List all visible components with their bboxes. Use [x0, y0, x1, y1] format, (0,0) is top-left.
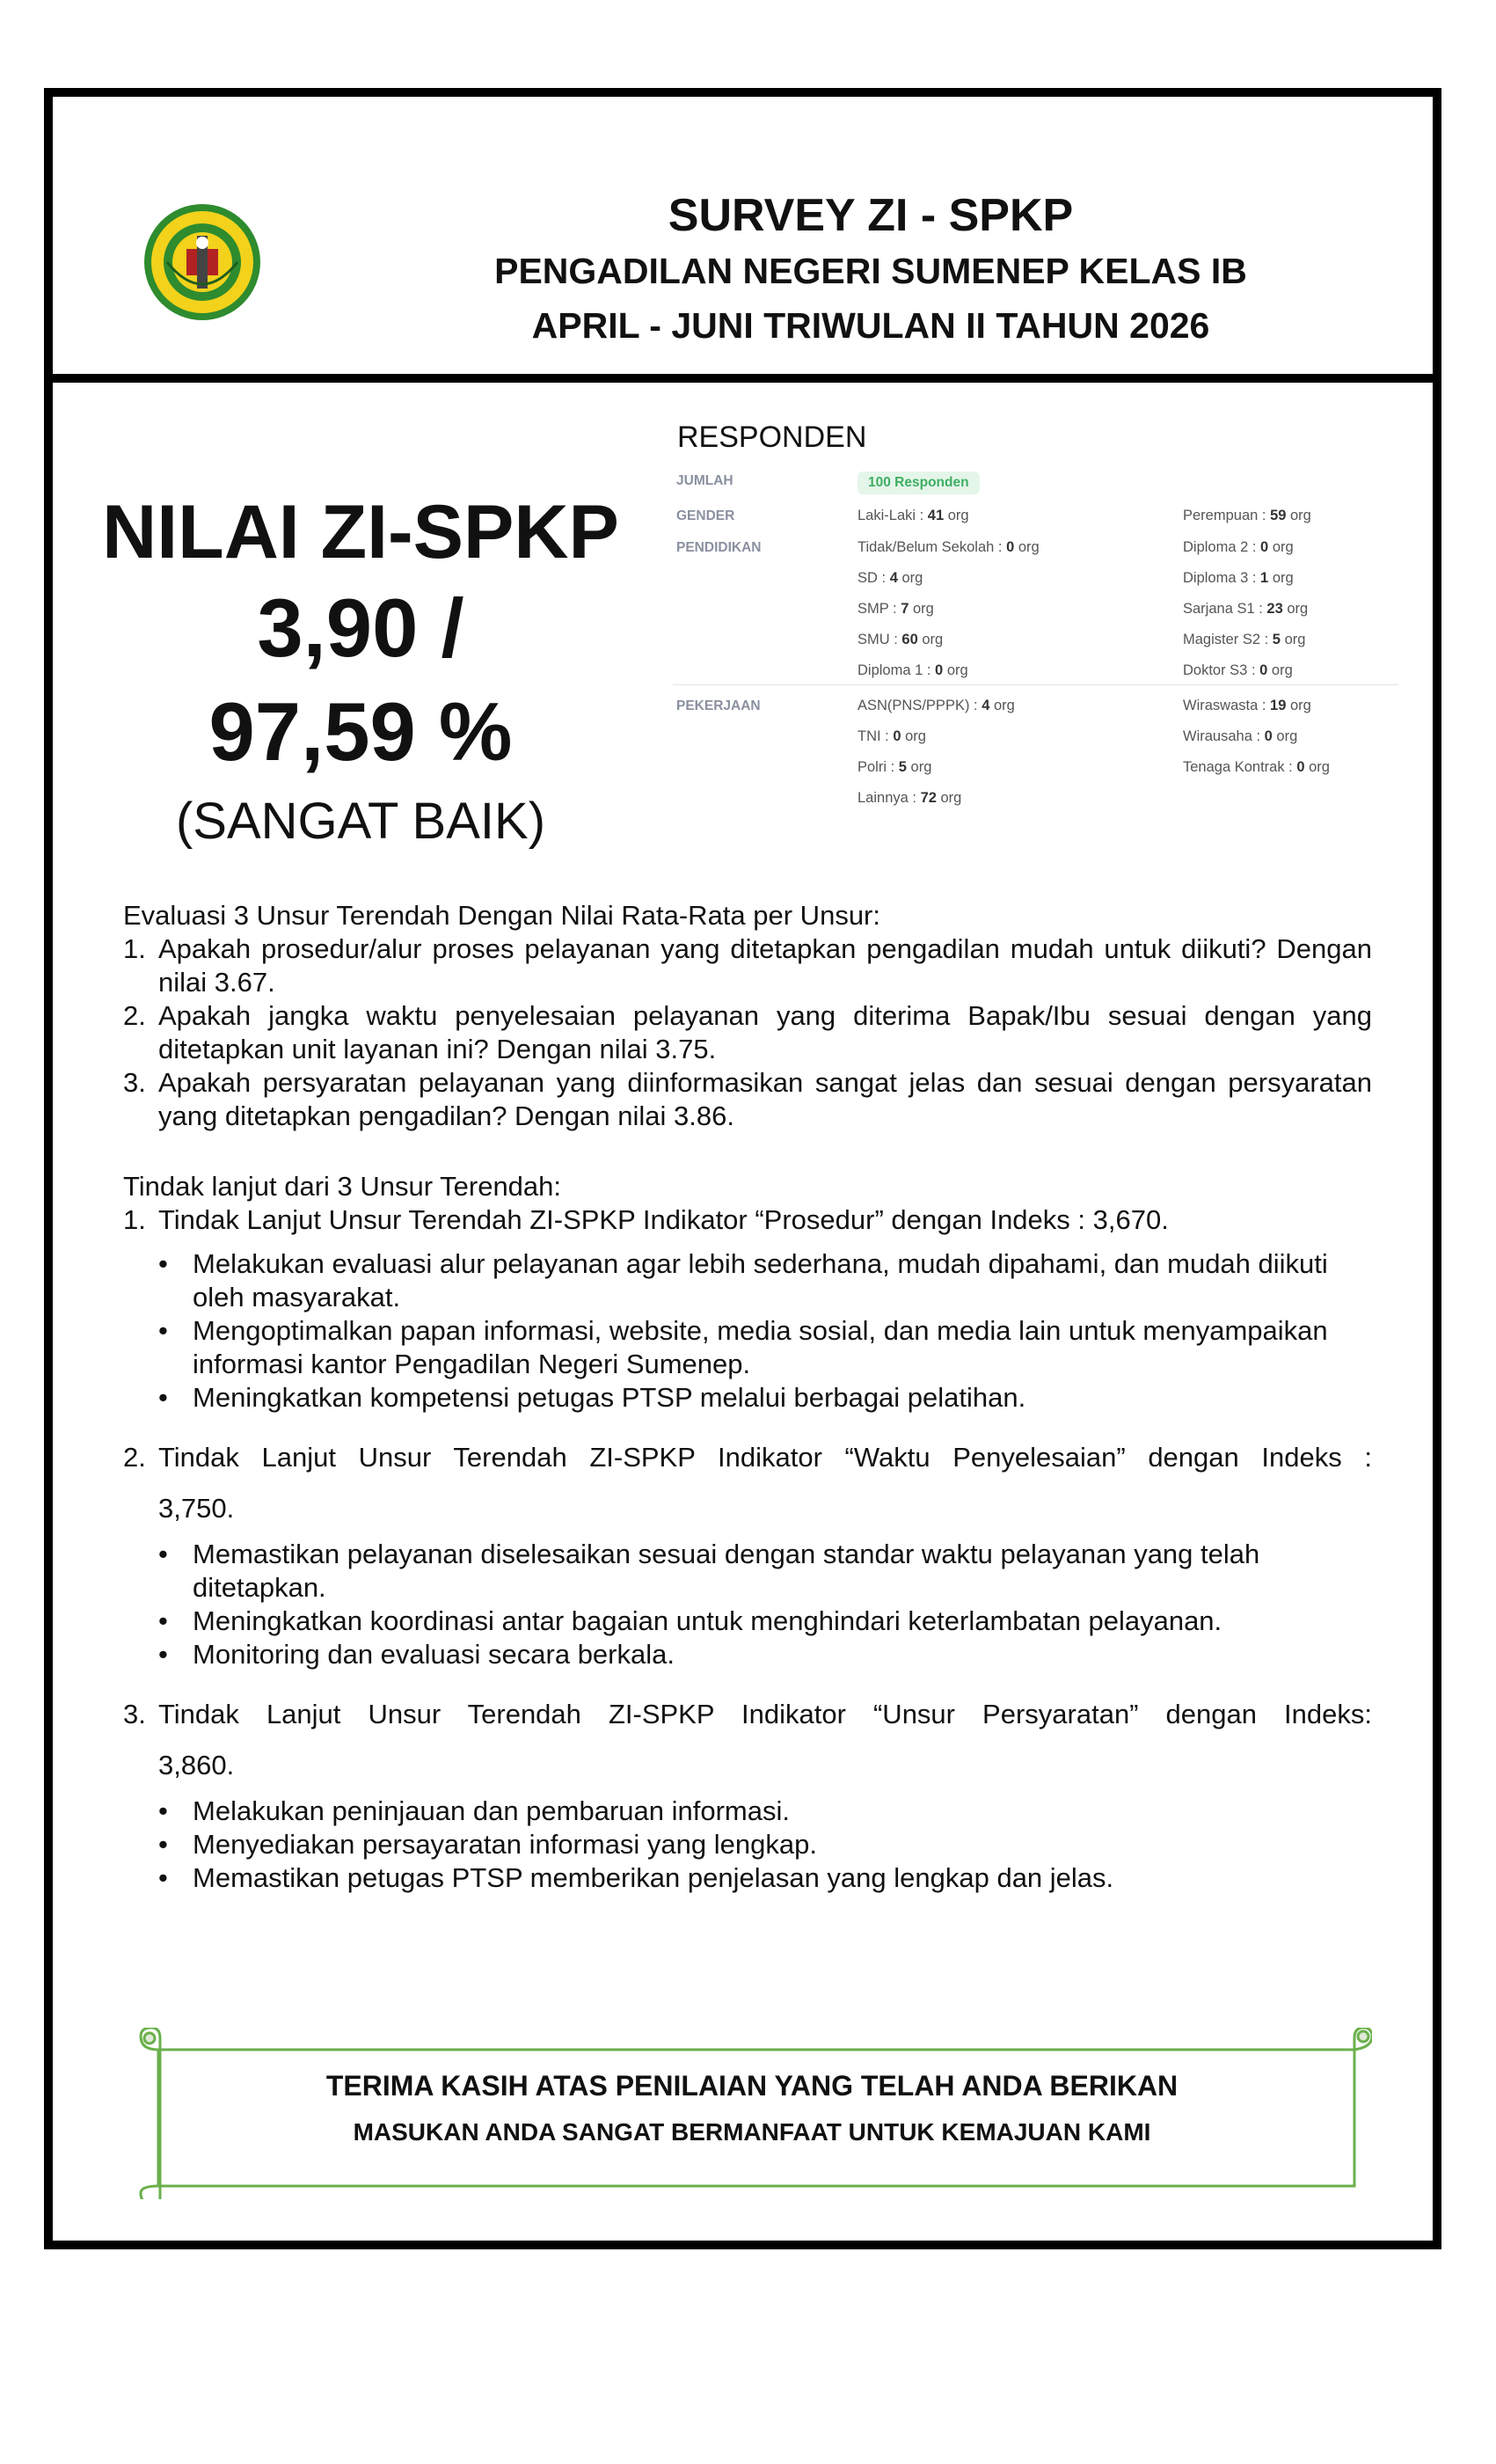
bullet-item: • Melakukan peninjauan dan pembaruan informasi.: [158, 1795, 790, 1826]
divider: [673, 684, 1398, 685]
followup-section: [123, 1170, 1372, 1895]
job-item: Polri : 5 org: [857, 759, 932, 775]
evaluation-item: 1. Apakah prosedur/alur proses pelayanan yang ditetapkan pengadilan mudah untuk diikuti? Dengan nilai 3.67.: [123, 933, 1372, 998]
edu-item: Tidak/Belum Sekolah : 0 org: [857, 539, 1040, 555]
edu-item: SD : 4 org: [857, 570, 923, 586]
survey-title: SURVEY ZI - SPKP: [668, 190, 1074, 241]
bullet-item: • Meningkatkan koordinasi antar bagaian untuk menghindari keterlambatan pelayanan.: [158, 1605, 1222, 1636]
edu-item: Magister S2 : 5 org: [1183, 632, 1306, 647]
job-item: Lainnya : 72 org: [857, 790, 962, 806]
court-logo: [141, 201, 264, 324]
responden-title: RESPONDEN: [677, 420, 867, 454]
job-item: Wiraswasta : 19 org: [1183, 698, 1311, 713]
jumlah-badge: 100 Responden: [857, 472, 980, 494]
label-jumlah: JUMLAH: [676, 473, 733, 488]
label-pekerjaan: PEKERJAAN: [676, 698, 761, 713]
edu-item: Diploma 3 : 1 org: [1183, 570, 1294, 586]
header: [53, 97, 1433, 383]
followup-item-1: 1. Tindak Lanjut Unsur Terendah ZI-SPKP Indikator “Prosedur” dengan Indeks : 3,670.: [123, 1204, 1169, 1235]
label-gender: GENDER: [676, 508, 735, 523]
court-name: PENGADILAN NEGERI SUMENEP KELAS IB: [494, 251, 1247, 291]
score-label: NILAI ZI-SPKP: [102, 490, 619, 574]
edu-item: SMU : 60 org: [857, 632, 944, 647]
followup-item-2: 2. Tindak Lanjut Unsur Terendah ZI-SPKP Indikator “Waktu Penyelesaian” dengan Indeks : 3,750.: [123, 1442, 1372, 1524]
bullet-item: • Meningkatkan kompetensi petugas PTSP melalui berbagai pelatihan.: [158, 1382, 1026, 1413]
score-category: (SANGAT BAIK): [175, 793, 546, 850]
thank-you-banner: [132, 2028, 1372, 2199]
scroll-frame: [132, 2028, 1372, 2199]
edu-item: SMP : 7 org: [857, 601, 934, 617]
job-item: ASN(PNS/PPPK) : 4 org: [857, 698, 1015, 713]
bullet-item: • Memastikan pelayanan diselesaikan sesuai dengan standar waktu pelayanan yang telah ditetapkan.: [158, 1539, 1260, 1603]
responden-table: [673, 466, 1398, 818]
survey-period: APRIL - JUNI TRIWULAN II TAHUN 2026: [531, 305, 1210, 346]
evaluation-section: [123, 899, 1372, 1133]
score-block: [97, 488, 624, 852]
job-item: TNI : 0 org: [857, 728, 926, 744]
evaluation-heading: Evaluasi 3 Unsur Terendah Dengan Nilai Rata-Rata per Unsur:: [123, 900, 880, 931]
score-percent: 97,59 %: [208, 685, 513, 778]
followup-heading: Tindak lanjut dari 3 Unsur Terendah:: [123, 1171, 562, 1202]
job-item: Wirausaha : 0 org: [1183, 728, 1298, 744]
thanks-line-1: TERIMA KASIH ATAS PENILAIAN YANG TELAH ANDA BERIKAN: [325, 2070, 1179, 2102]
label-pendidikan: PENDIDIKAN: [676, 540, 762, 555]
bullet-item: • Melakukan evaluasi alur pelayanan agar lebih sederhana, mudah dipahami, dan mudah diikuti oleh masyarakat.: [158, 1248, 1328, 1312]
thanks-line-2: MASUKAN ANDA SANGAT BERMANFAAT UNTUK KEMAJUAN KAMI: [353, 2118, 1151, 2146]
gender-female: Perempuan : 59 org: [1183, 508, 1311, 523]
score-value: 3,90 /: [257, 581, 464, 674]
bullet-item: • Memastikan petugas PTSP memberikan penjelasan yang lengkap dan jelas.: [158, 1862, 1114, 1893]
edu-item: Diploma 2 : 0 org: [1183, 539, 1294, 555]
bullet-item: • Monitoring dan evaluasi secara berkala.: [158, 1639, 675, 1670]
gender-male: Laki-Laki : 41 org: [857, 508, 969, 523]
followup-item-3: 3. Tindak Lanjut Unsur Terendah ZI-SPKP Indikator “Unsur Persyaratan” dengan Indeks: 3,860.: [123, 1699, 1372, 1780]
evaluation-item: 3. Apakah persyaratan pelayanan yang diinformasikan sangat jelas dan sesuai dengan persyaratan yang ditetapkan pengadilan? Dengan nilai 3.86.: [123, 1067, 1372, 1131]
bullet-item: • Mengoptimalkan papan informasi, website, media sosial, dan media lain untuk menyampaikan informasi kantor Pengadilan Negeri Sumenep.: [158, 1315, 1328, 1379]
edu-item: Sarjana S1 : 23 org: [1183, 601, 1309, 617]
bullet-item: • Menyediakan persayaratan informasi yang lengkap.: [158, 1829, 817, 1860]
job-item: Tenaga Kontrak : 0 org: [1183, 759, 1330, 775]
edu-item: Doktor S3 : 0 org: [1183, 662, 1293, 678]
evaluation-item: 2. Apakah jangka waktu penyelesaian pelayanan yang diterima Bapak/Ibu sesuai dengan yang ditetapkan unit layanan ini? Dengan nilai 3.75.: [123, 1000, 1372, 1064]
edu-item: Diploma 1 : 0 org: [857, 662, 968, 678]
page-frame: [44, 88, 1441, 2249]
